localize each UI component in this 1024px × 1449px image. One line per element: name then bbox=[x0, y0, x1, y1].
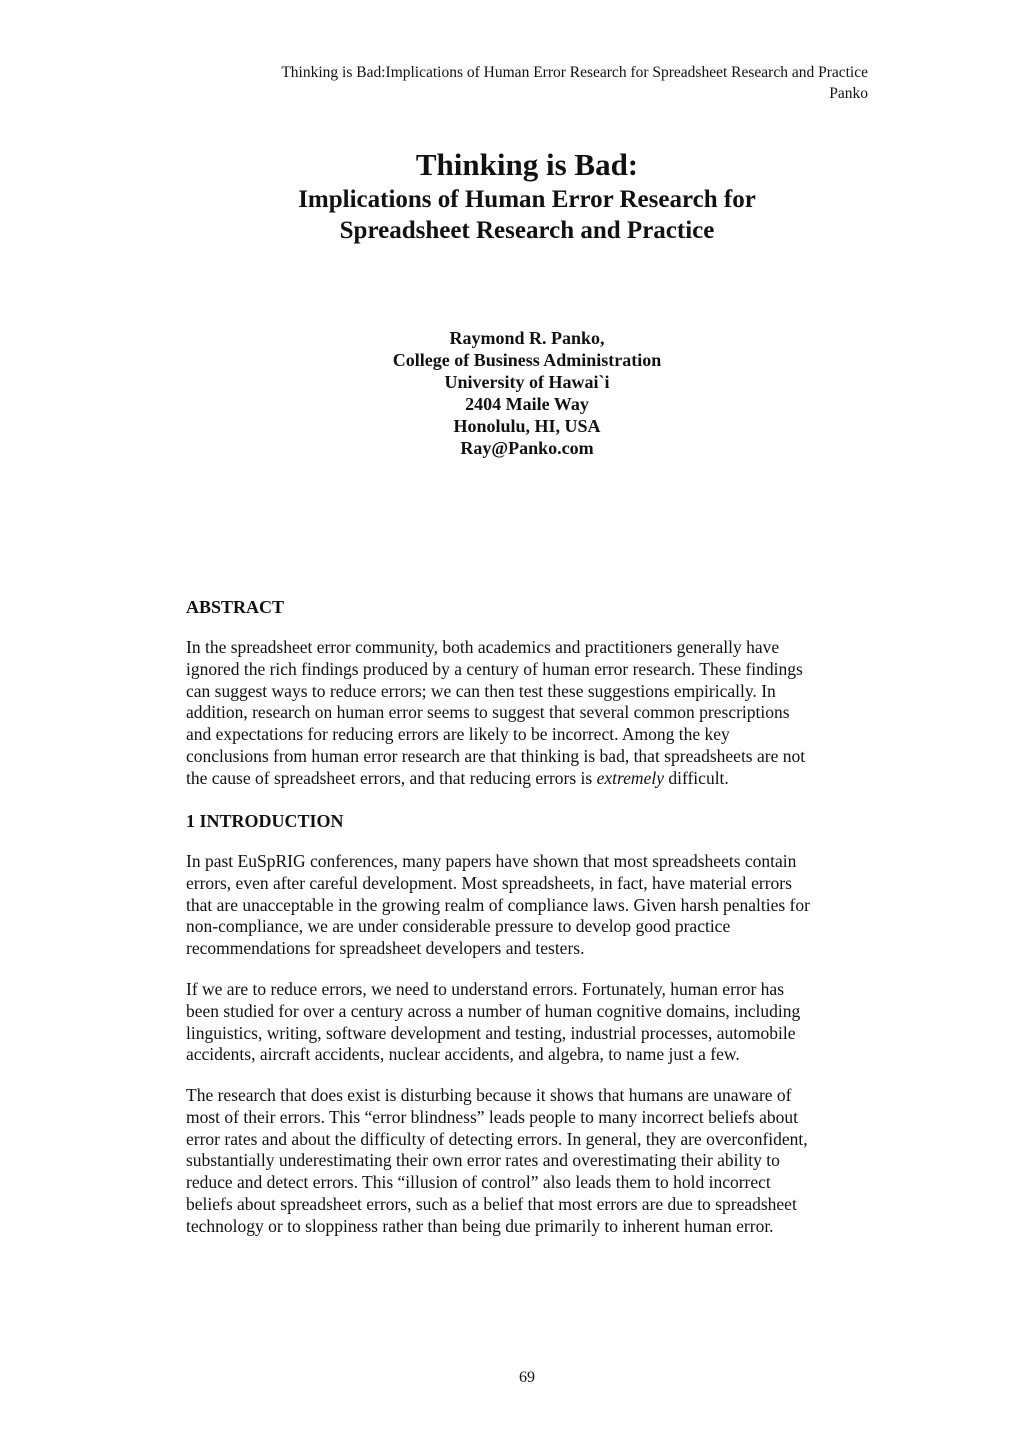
abstract-line: can suggest ways to reduce errors; we can then test these suggestions empirically. In bbox=[186, 680, 776, 701]
abstract-last-text: the cause of spreadsheet errors, and that reducing errors is bbox=[186, 767, 597, 788]
abstract-emphasis: extremely bbox=[596, 767, 664, 788]
intro-p3-line: error rates and about the difficulty of detecting errors. In general, they are overconfident, bbox=[186, 1128, 808, 1149]
author-college: College of Business Administration bbox=[392, 350, 662, 370]
running-header-author: Panko bbox=[829, 85, 868, 102]
intro-p3-line: The research that does exist is disturbing because it shows that humans are unaware of bbox=[186, 1085, 792, 1105]
abstract-last-text-end: difficult. bbox=[663, 767, 729, 788]
introduction-paragraph-3 bbox=[186, 1085, 866, 1238]
abstract-paragraph bbox=[186, 637, 866, 790]
intro-p1-line: errors, even after careful development. Most spreadsheets, in fact, have material errors bbox=[186, 872, 792, 893]
title-subtitle-line-1: Implications of Human Error Research for bbox=[298, 186, 756, 213]
running-header-title: Thinking is Bad:Implications of Human Error Research for Spreadsheet Research and Practice bbox=[281, 64, 868, 81]
abstract-line: addition, research on human error seems to suggest that several common prescriptions bbox=[186, 702, 790, 723]
intro-p3-line: technology or to sloppiness rather than being due primarily to inherent human error. bbox=[186, 1215, 774, 1236]
paper-title bbox=[0, 146, 1024, 246]
introduction-paragraph-1 bbox=[186, 851, 866, 960]
introduction-heading: 1 INTRODUCTION bbox=[186, 811, 344, 831]
intro-p1-line: In past EuSpRIG conferences, many papers have shown that most spreadsheets contain bbox=[186, 851, 797, 871]
author-block bbox=[0, 327, 1024, 459]
abstract-line: and expectations for reducing errors are likely to be incorrect. Among the key bbox=[186, 724, 730, 745]
intro-p3-line: beliefs about spreadsheet errors, such as a belief that most errors are due to spreadsheet bbox=[186, 1193, 797, 1214]
author-name: Raymond R. Panko, bbox=[449, 328, 605, 348]
intro-p3-line: most of their errors. This “error blindness” leads people to many incorrect beliefs about bbox=[186, 1106, 798, 1127]
intro-p2-line: been studied for over a century across a number of human cognitive domains, including bbox=[186, 1000, 801, 1021]
abstract-line: conclusions from human error research are that thinking is bad, that spreadsheets are not bbox=[186, 745, 806, 766]
intro-p3-line: reduce and detect errors. This “illusion of control” also leads them to hold incorrect bbox=[186, 1172, 771, 1193]
abstract-heading: ABSTRACT bbox=[186, 597, 285, 617]
intro-p2-line: If we are to reduce errors, we need to understand errors. Fortunately, human error has bbox=[186, 979, 784, 999]
intro-p2-line: accidents, aircraft accidents, nuclear accidents, and algebra, to name just a few. bbox=[186, 1044, 740, 1065]
intro-p2-line: linguistics, writing, software development and testing, industrial processes, automobile bbox=[186, 1022, 796, 1043]
author-email: Ray@Panko.com bbox=[460, 438, 594, 458]
author-city: Honolulu, HI, USA bbox=[453, 416, 601, 436]
abstract-line-last bbox=[186, 768, 866, 790]
title-main: Thinking is Bad: bbox=[415, 147, 639, 182]
intro-p3-line: substantially underestimating their own error rates and overestimating their ability to bbox=[186, 1150, 780, 1171]
intro-p1-line: that are unacceptable in the growing realm of compliance laws. Given harsh penalties for bbox=[186, 894, 810, 915]
abstract-line: ignored the rich findings produced by a century of human error research. These findings bbox=[186, 658, 803, 679]
intro-p1-line: recommendations for spreadsheet developers and testers. bbox=[186, 938, 585, 959]
page-number: 69 bbox=[519, 1369, 535, 1386]
title-subtitle-line-2: Spreadsheet Research and Practice bbox=[339, 217, 715, 244]
author-street: 2404 Maile Way bbox=[465, 394, 589, 414]
running-header bbox=[168, 62, 868, 104]
author-university: University of Hawai`i bbox=[444, 372, 610, 392]
abstract-line: In the spreadsheet error community, both academics and practitioners generally have bbox=[186, 637, 780, 657]
intro-p1-line: non-compliance, we are under considerable pressure to develop good practice bbox=[186, 916, 731, 937]
introduction-paragraph-2 bbox=[186, 979, 866, 1066]
